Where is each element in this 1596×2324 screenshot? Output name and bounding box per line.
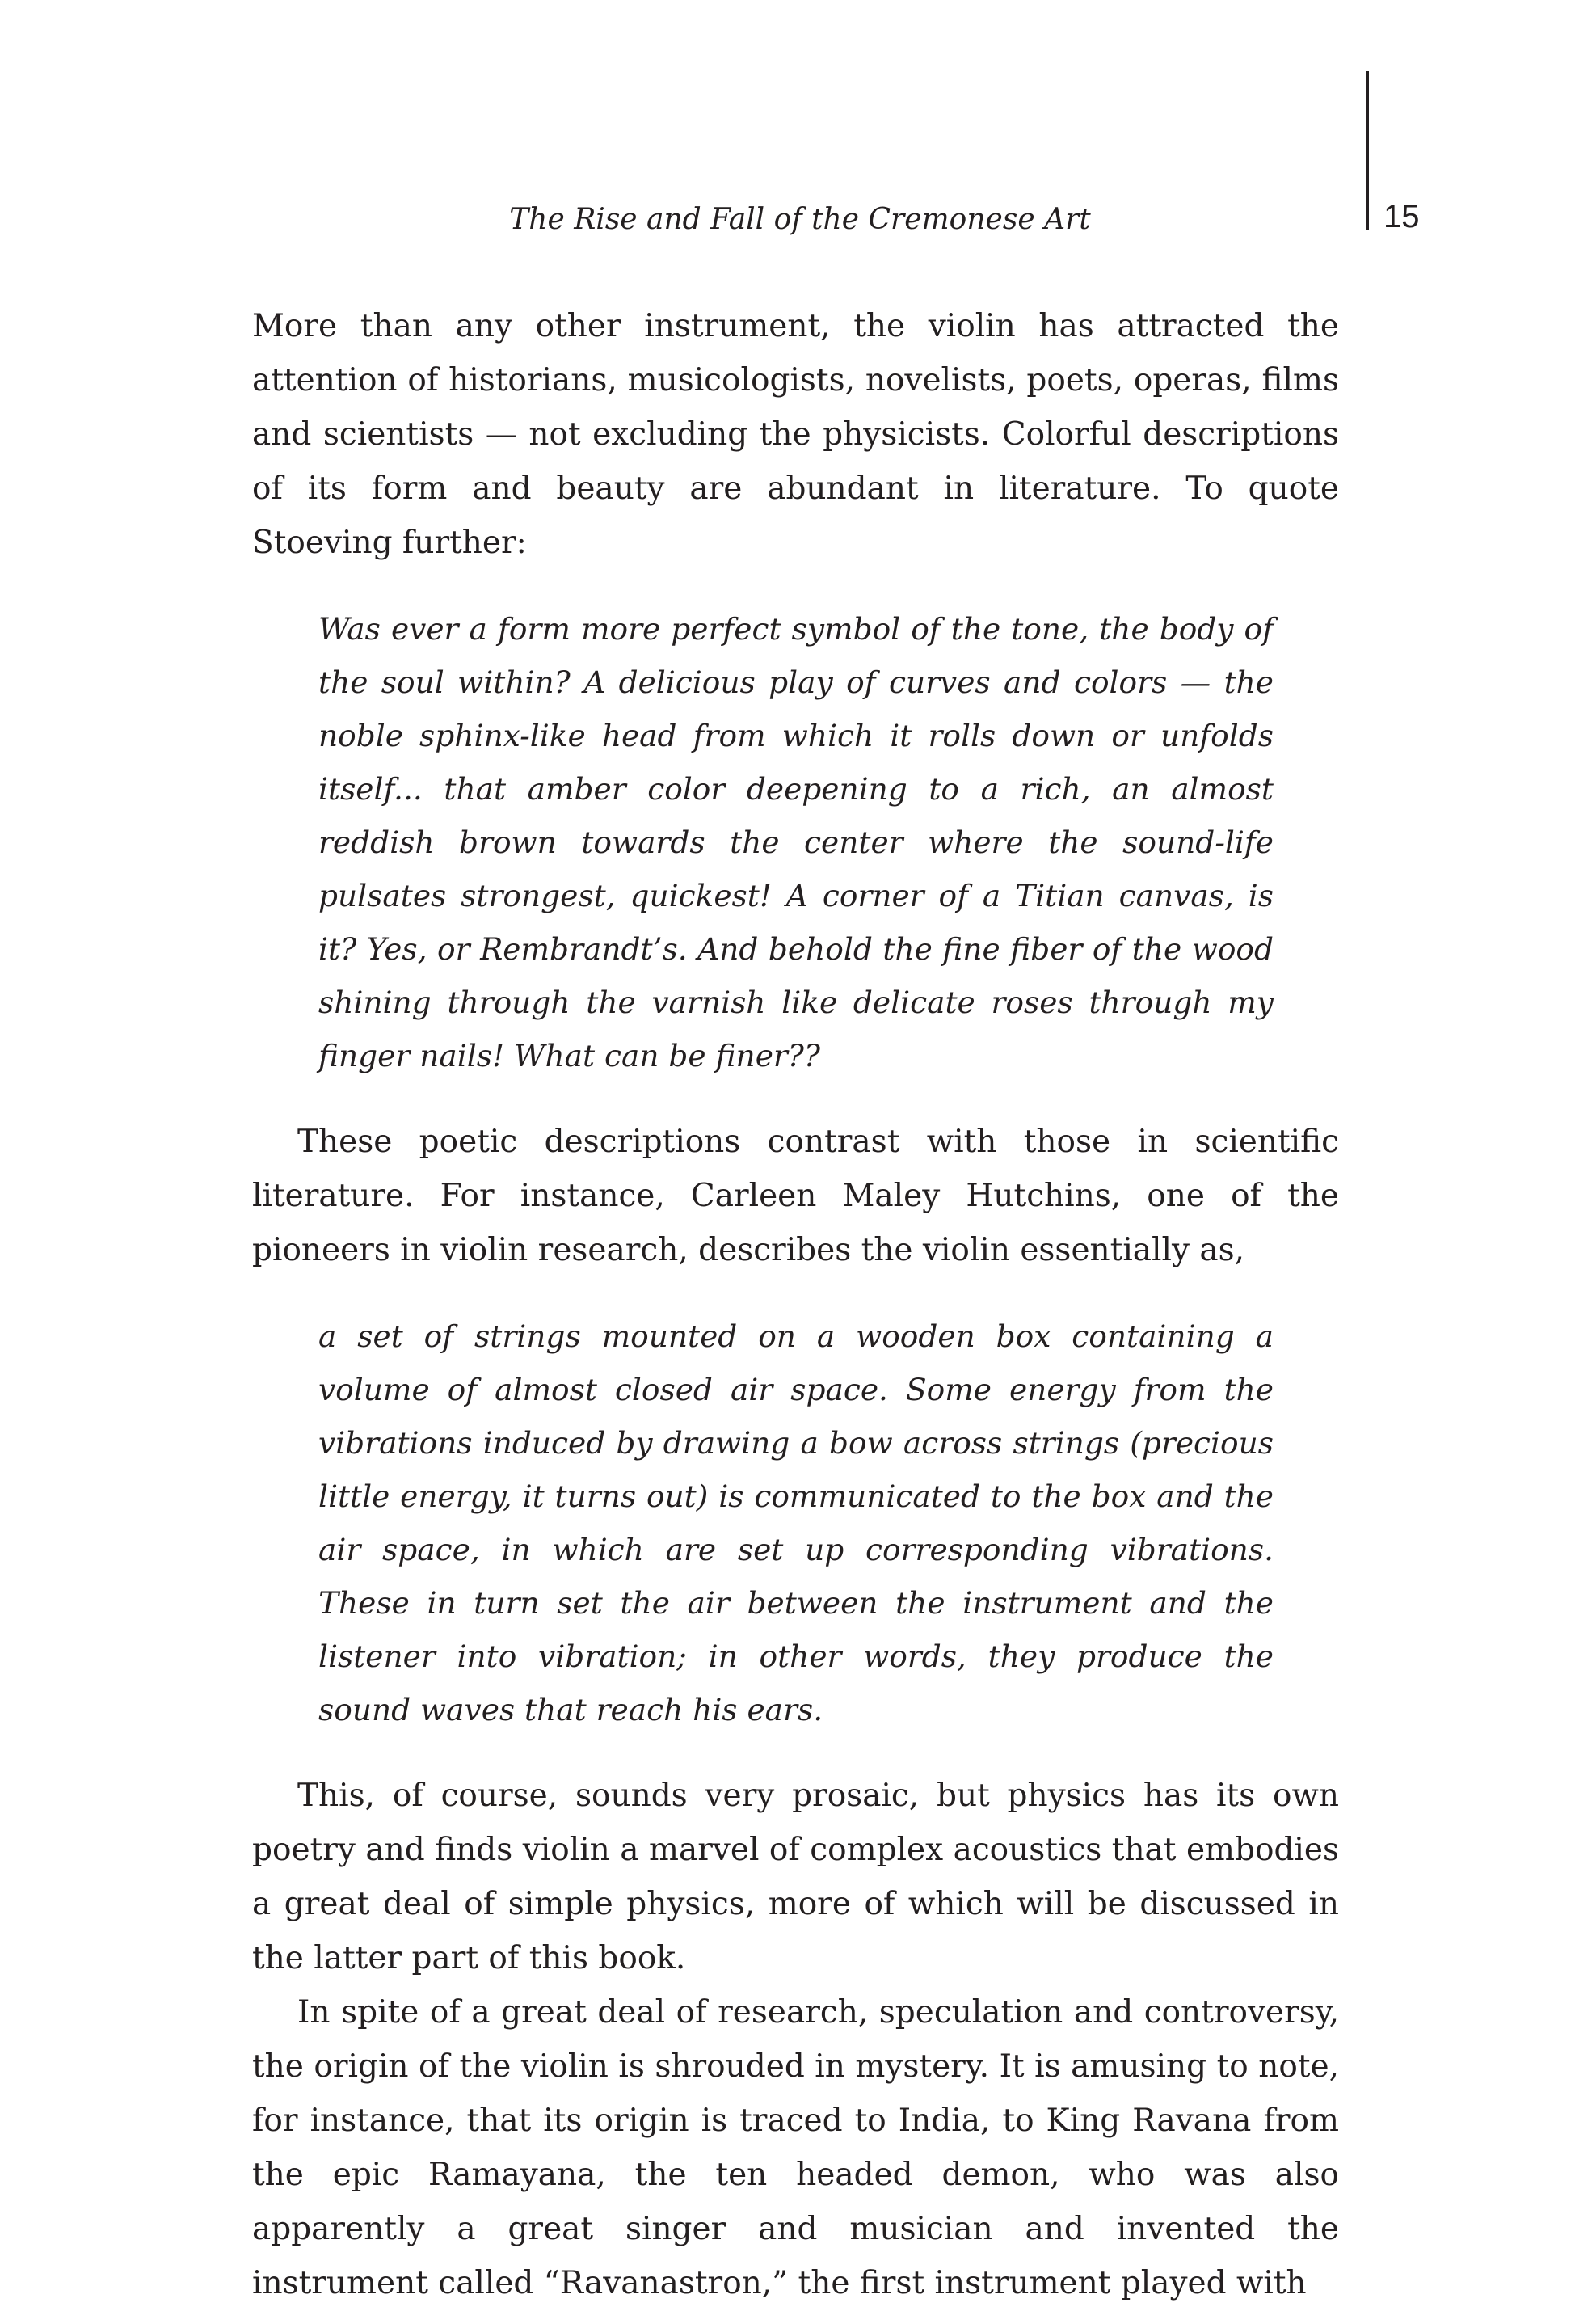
running-head-title: The Rise and Fall of the Cremonese Art	[509, 203, 1091, 236]
paragraph-contrast: These poetic descriptions contrast with those in scientific literature. For instance, Carleen Maley Hutchins, one of the pioneers in violin research, describes the violin essentially as,	[252, 1124, 1339, 1268]
block-quote-hutchins: a set of strings mounted on a wooden box containing a volume of almost closed air space. Some energy from the vibrations induced by drawing a bow across strings (precious little energy, it turns out) is communicated to the box and the air space, in which are set up corresponding vibrations. These in turn set the air between the instrument and the listener into vibration; in other words, they produce the sound waves that reach his ears.	[318, 1318, 1274, 1727]
body-text	[252, 299, 1339, 2310]
page-number: 15	[1383, 199, 1420, 234]
paragraph-origin: In spite of a great deal of research, speculation and controversy, the origin of the violin is shrouded in mystery. It is amusing to note, for instance, that its origin is traced to India, to King Ravana from the epic Ramayana, the ten headed demon, who was also apparently a great singer and musician and invented the instrument called “Ravanastron,” the first instrument played with	[252, 1994, 1339, 2301]
paragraph-intro: More than any other instrument, the violin has attracted the attention of historians, musicologists, novelists, poets, operas, films and scientists — not excluding the physicists. Colorful descriptions of its form and beauty are abundant in literature. To quote Stoeving further:	[252, 308, 1339, 561]
paragraph-prosaic: This, of course, sounds very prosaic, but physics has its own poetry and finds violin a marvel of complex acoustics that embodies a great deal of simple physics, more of which will be discussed in the latter part of this book.	[252, 1778, 1339, 1976]
block-quote-stoeving: Was ever a form more perfect symbol of the tone, the body of the soul within? A delicious play of curves and colors — the noble sphinx-like head from which it rolls down or unfolds itself... that amber color deepening to a rich, an almost reddish brown towards the center where the sound-life pulsates strongest, quickest! A corner of a Titian canvas, is it? Yes, or Rembrandt’s. And behold the fine fiber of the wood shining through the varnish like delicate roses through my finger nails! What can be finer??	[318, 611, 1274, 1073]
header-divider	[1366, 71, 1369, 230]
